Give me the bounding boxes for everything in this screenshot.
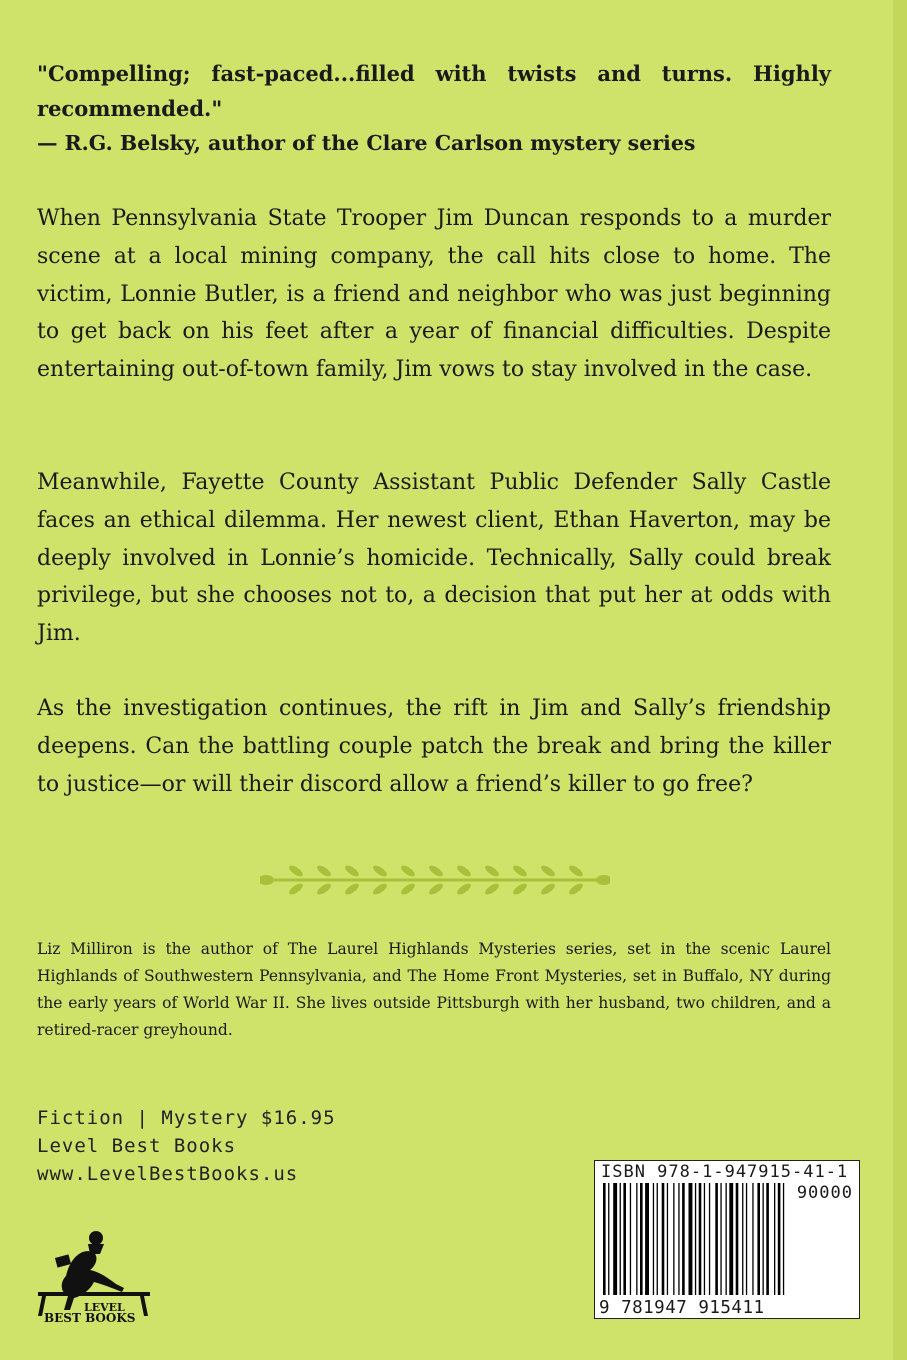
leaf-shape bbox=[343, 882, 360, 897]
barcode-bar bbox=[746, 1183, 747, 1295]
leaf-shape bbox=[511, 882, 528, 897]
leaf-shape bbox=[539, 882, 556, 897]
category-price: Fiction | Mystery $16.95 bbox=[37, 1107, 336, 1129]
barcode-bar bbox=[729, 1183, 733, 1295]
endorsement-quote bbox=[37, 56, 831, 161]
logo-text-best-books: BEST BOOKS bbox=[44, 1311, 136, 1322]
synopsis-paragraph-1: When Pennsylvania State Trooper Jim Duncan responds to a murder scene at a local mining company, the call hits close to home. The victim, Lonnie Butler, is a friend and neighbor who was just beginning to get back on his feet after a year of financial difficulties. Despite entertaining out-of-town family, Jim vows to stay involved in the case. bbox=[37, 206, 831, 383]
leaf-shape bbox=[371, 864, 388, 879]
barcode-bar bbox=[667, 1183, 668, 1295]
barcode-bar bbox=[623, 1183, 626, 1295]
leaf-shape bbox=[455, 864, 472, 879]
publisher-logo bbox=[30, 1218, 162, 1322]
leaf-shape bbox=[427, 882, 444, 897]
leaf-shape bbox=[315, 882, 332, 897]
barcode-bar bbox=[689, 1183, 693, 1295]
leaf-shape bbox=[287, 882, 304, 897]
leaf-shape bbox=[371, 882, 388, 897]
barcode-bar bbox=[783, 1183, 784, 1295]
leaf-shape bbox=[427, 864, 444, 879]
barcode-bar bbox=[620, 1183, 621, 1295]
leaf-shape bbox=[483, 882, 500, 897]
leaf-shape bbox=[567, 882, 584, 897]
publisher-website: www.LevelBestBooks.us bbox=[37, 1163, 299, 1185]
barcode-bar bbox=[613, 1183, 617, 1295]
barcode-bar bbox=[757, 1183, 760, 1295]
barcode-bar bbox=[736, 1183, 739, 1295]
barcode-bar bbox=[763, 1183, 764, 1295]
barcode-bar bbox=[720, 1183, 721, 1295]
barcode-bar bbox=[636, 1183, 637, 1295]
isbn-barcode bbox=[594, 1160, 860, 1319]
synopsis-paragraph-2: Meanwhile, Fayette County Assistant Public Defender Sally Castle faces an ethical dilemma. Her newest client, Ethan Haverton, may be deeply involved in Lonnie’s homicide. Technically, Sally could break privilege, but she chooses not to, a decision that put her at odds with Jim. bbox=[37, 470, 831, 647]
quote-attribution: — R.G. Belsky, author of the Clare Carlson mystery series bbox=[37, 131, 696, 155]
leaf-shape bbox=[287, 864, 304, 879]
price-code: 90000 bbox=[796, 1183, 853, 1203]
leaf-shape bbox=[315, 864, 332, 879]
barcode-bar bbox=[682, 1183, 685, 1295]
barcode-bar bbox=[774, 1183, 775, 1295]
barcode-bar bbox=[653, 1183, 654, 1295]
spine-edge bbox=[893, 0, 907, 1360]
quote-text: "Compelling; fast-paced...filled with twists and turns. Highly recommended." bbox=[37, 61, 831, 121]
barcode-bar bbox=[662, 1183, 665, 1295]
barcode-bar bbox=[630, 1183, 631, 1295]
barcode-bar bbox=[742, 1183, 743, 1295]
barcode-bar bbox=[645, 1183, 649, 1295]
leaf-shape bbox=[399, 864, 416, 879]
barcode-bar bbox=[657, 1183, 658, 1295]
leaf-shape bbox=[511, 864, 528, 879]
barcode-bar bbox=[699, 1183, 702, 1295]
author-bio: Liz Milliron is the author of The Laurel Highlands Mysteries series, set in the scenic Laurel Highlands of Southwestern Pennsylvania, and The Home Front Mysteries, set in Buffalo, NY during the early years of World War II. She lives outside Pittsburgh with her husband, two children, and a retired-racer greyhound. bbox=[37, 940, 831, 1039]
publisher-info bbox=[37, 1104, 336, 1188]
leaf-shape bbox=[567, 864, 584, 879]
barcode-bar bbox=[603, 1183, 606, 1295]
leaf-shape bbox=[455, 882, 472, 897]
barcode-bar bbox=[715, 1183, 718, 1295]
barcode-bar bbox=[766, 1183, 769, 1295]
ean-digits: 9 781947 915411 bbox=[599, 1298, 765, 1318]
leaf-vine-ornament bbox=[260, 858, 610, 902]
leaf-shape bbox=[399, 882, 416, 897]
barcode-bar bbox=[752, 1183, 753, 1295]
barcode-bar bbox=[704, 1183, 705, 1295]
logo-text-level: LEVEL bbox=[84, 1301, 125, 1314]
isbn-label: ISBN 978-1-947915-41-1 bbox=[601, 1162, 849, 1182]
barcode-bar bbox=[726, 1183, 727, 1295]
barcode-bar bbox=[695, 1183, 696, 1295]
barcode-bar bbox=[678, 1183, 679, 1295]
barcode-bar bbox=[709, 1183, 710, 1295]
leaf-shape bbox=[483, 864, 500, 879]
publisher-name: Level Best Books bbox=[37, 1135, 237, 1157]
barcode-bar bbox=[640, 1183, 643, 1295]
synopsis-paragraph-3: As the investigation continues, the rift in Jim and Sally’s friendship deepens. Can the battling couple patch the break and bring the killer to justice—or will their discord allow a friend’s killer to go free? bbox=[37, 696, 831, 797]
barcode-bar bbox=[673, 1183, 674, 1295]
barcode-bar bbox=[778, 1183, 781, 1295]
leaf-shape bbox=[343, 864, 360, 879]
barcode-bar bbox=[608, 1183, 609, 1295]
leaf-shape bbox=[539, 864, 556, 879]
